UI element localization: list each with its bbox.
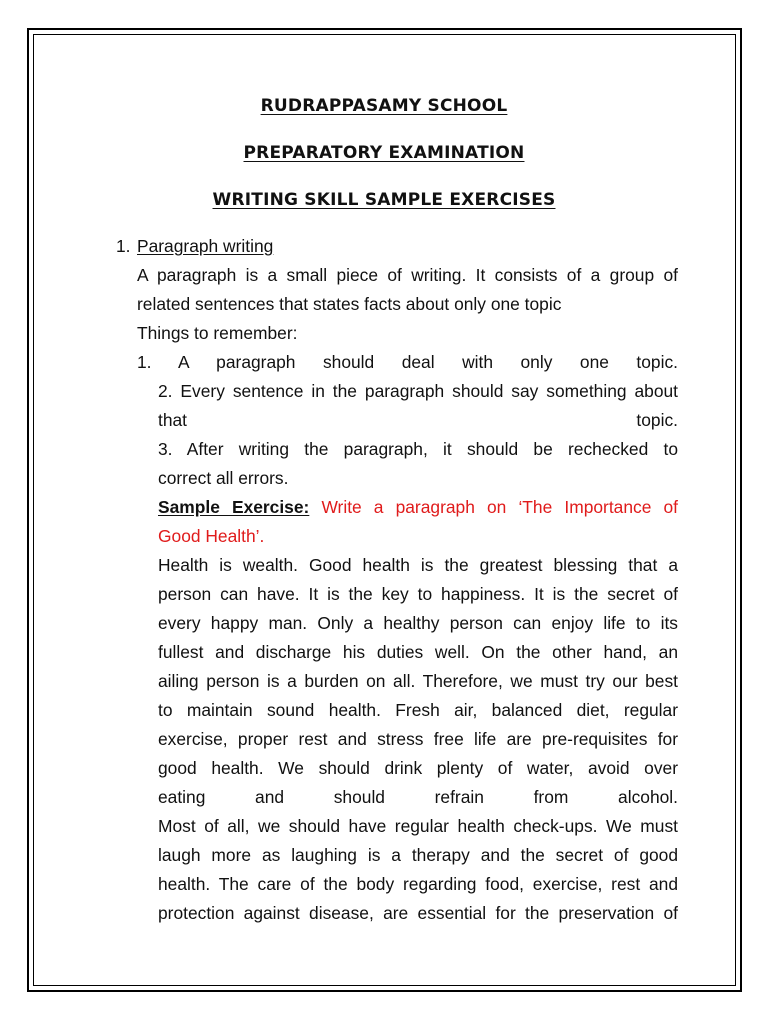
rule-item: 2. Every sentence in the paragraph should say something about: [158, 381, 678, 401]
answer-line: Most of all, we should have regular health check-ups. We must: [158, 816, 678, 836]
definition-line: A paragraph is a small piece of writing. It consists of a group of: [137, 265, 678, 285]
sample-exercise-prompt: Write a paragraph on ‘The Importance of: [309, 497, 678, 517]
rule-item: 3. After writing the paragraph, it should be rechecked to: [158, 439, 678, 459]
remember-label: Things to remember:: [137, 323, 298, 343]
sample-exercise-line: [158, 496, 678, 518]
answer-line: Health is wealth. Good health is the greatest blessing that a: [158, 555, 678, 575]
subject-title: WRITING SKILL SAMPLE EXERCISES: [212, 190, 556, 210]
answer-line: laugh more as laughing is a therapy and the secret of good: [158, 845, 678, 865]
sample-exercise-label: Sample Exercise:: [158, 497, 310, 517]
answer-line: health. The care of the body regarding food, exercise, rest and: [158, 874, 678, 894]
sample-exercise-prompt: Good Health’.: [158, 526, 265, 546]
rule-item: 1. A paragraph should deal with only one topic.: [137, 352, 678, 372]
answer-line: eating and should refrain from alcohol.: [158, 787, 678, 807]
rule-item-continued: correct all errors.: [158, 468, 289, 488]
definition-line: related sentences that states facts about only one topic: [137, 294, 562, 314]
rule-item-continued: that topic.: [158, 410, 678, 430]
school-title: RUDRAPPASAMY SCHOOL: [260, 96, 508, 116]
answer-line: every happy man. Only a healthy person can enjoy life to its: [158, 613, 678, 633]
exam-title: PREPARATORY EXAMINATION: [243, 143, 525, 163]
answer-line: to maintain sound health. Fresh air, balanced diet, regular: [158, 700, 678, 720]
answer-line: person can have. It is the key to happiness. It is the secret of: [158, 584, 678, 604]
section-title: Paragraph writing: [137, 236, 274, 256]
section-number: 1.: [116, 236, 131, 256]
answer-line: exercise, proper rest and stress free life are pre-requisites for: [158, 729, 678, 749]
answer-line: protection against disease, are essential for the preservation of: [158, 903, 678, 923]
answer-line: ailing person is a burden on all. Therefore, we must try our best: [158, 671, 678, 691]
answer-line: good health. We should drink plenty of water, avoid over: [158, 758, 678, 778]
answer-line: fullest and discharge his duties well. On the other hand, an: [158, 642, 678, 662]
